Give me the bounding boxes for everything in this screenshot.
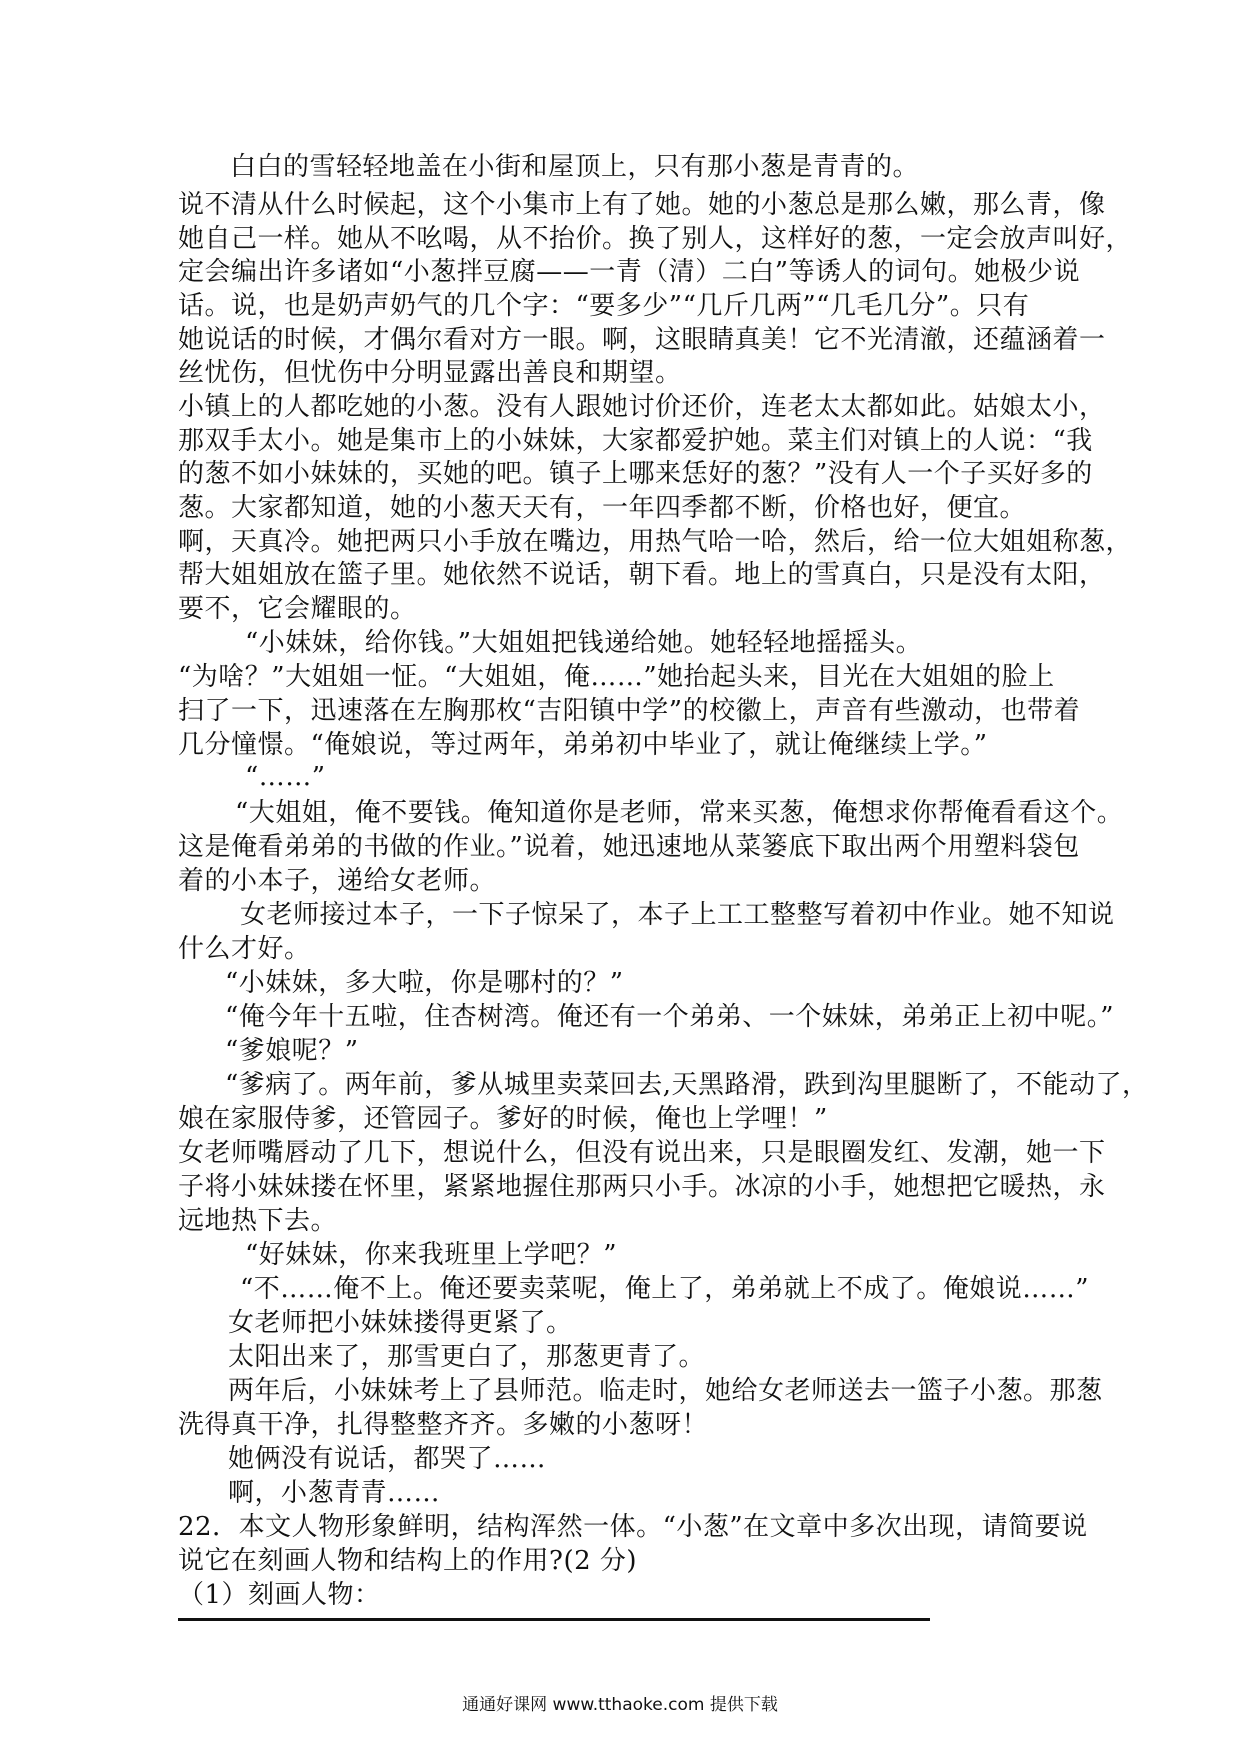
text-line: “大姐姐，俺不要钱。俺知道你是老师，常来买葱，俺想求你帮俺看看这个。	[235, 798, 1124, 828]
text-line: 丝忧伤，但忧伤中分明显露出善良和期望。	[178, 358, 682, 388]
text-line: 着的小本子，递给女老师。	[178, 866, 497, 896]
text-line: 啊，天真冷。她把两只小手放在嘴边，用热气哈一哈，然后，给一位大姐姐称葱，	[178, 527, 1133, 557]
text-line: 葱。大家都知道，她的小葱天天有，一年四季都不断，价格也好，便宜。	[178, 493, 1027, 523]
question-text: 说它在刻画人物和结构上的作用?(2 分)	[178, 1546, 638, 1576]
text-line: 洗得真干净，扎得整整齐齐。多嫩的小葱呀！	[178, 1410, 709, 1440]
text-line: 子将小妹妹搂在怀里，紧紧地握住那两只小手。冰凉的小手，她想把它暖热，永	[178, 1172, 1106, 1202]
text-line: 什么才好。	[178, 934, 311, 964]
text-line: “小妹妹，多大啦，你是哪村的？”	[225, 968, 624, 998]
question-subpart: （1）刻画人物：	[178, 1580, 381, 1610]
text-line: 两年后，小妹妹考上了县师范。临走时，她给女老师送去一篮子小葱。那葱	[228, 1376, 1103, 1406]
text-line: 要不，它会耀眼的。	[178, 594, 417, 624]
text-line: 的葱不如小妹妹的，买她的吧。镇子上哪来恁好的葱？”没有人一个子买好多的	[178, 459, 1093, 489]
text-line: 女老师接过本子，一下子惊呆了，本子上工工整整写着初中作业。她不知说	[240, 900, 1115, 930]
text-line: 啊，小葱青青……	[228, 1478, 441, 1508]
text-line: “爹病了。两年前，爹从城里卖菜回去,天黑路滑，跌到沟里腿断了，不能动了，	[225, 1070, 1149, 1100]
footer-text: 通通好课网 www.tthaoke.com 提供下载	[462, 1695, 778, 1715]
text-line: 她说话的时候，才偶尔看对方一眼。啊，这眼睛真美！它不光清澈，还蕴涵着一	[178, 325, 1106, 355]
text-line: 远地热下去。	[178, 1206, 338, 1236]
text-line: 她自己一样。她从不吆喝，从不抬价。换了别人，这样好的葱，一定会放声叫好，	[178, 224, 1133, 254]
text-line: 太阳出来了，那雪更白了，那葱更青了。	[228, 1342, 706, 1372]
text-line: 说不清从什么时候起，这个小集市上有了她。她的小葱总是那么嫩，那么青，像	[178, 190, 1106, 220]
text-line: “为啥？”大姐姐一怔。“大姐姐，俺……”她抬起头来，目光在大姐姐的脸上	[178, 662, 1055, 692]
text-line: 几分憧憬。“俺娘说，等过两年，弟弟初中毕业了，就让俺继续上学。”	[178, 730, 988, 760]
text-line: 白白的雪轻轻地盖在小街和屋顶上，只有那小葱是青青的。	[230, 152, 920, 182]
text-line: “俺今年十五啦，住杏树湾。俺还有一个弟弟、一个妹妹，弟弟正上初中呢。”	[225, 1002, 1115, 1032]
text-line: 那双手太小。她是集市上的小妹妹，大家都爱护她。菜主们对镇上的人说：“我	[178, 426, 1093, 456]
answer-blank-line[interactable]	[178, 1618, 930, 1621]
text-line: 扫了一下，迅速落在左胸那枚“吉阳镇中学”的校徽上，声音有些激动，也带着	[178, 696, 1081, 726]
text-line: 这是俺看弟弟的书做的作业。”说着，她迅速地从菜篓底下取出两个用塑料袋包	[178, 832, 1080, 862]
text-line: 娘在家服侍爹，还管园子。爹好的时候，俺也上学哩！”	[178, 1104, 828, 1134]
text-line: 话。说，也是奶声奶气的几个字：“要多少”“几斤几两”“几毛几分”。只有	[178, 291, 1030, 321]
text-line: 女老师把小妹妹搂得更紧了。	[228, 1308, 573, 1338]
text-line: “好妹妹，你来我班里上学吧？”	[245, 1240, 618, 1270]
text-line: 她俩没有说话，都哭了……	[228, 1444, 547, 1474]
text-line: “……”	[245, 762, 326, 792]
text-line: 定会编出许多诸如“小葱拌豆腐——一青（清）二白”等诱人的词句。她极少说	[178, 257, 1081, 287]
text-line: “爹娘呢？”	[225, 1036, 359, 1066]
question-text: 22．本文人物形象鲜明，结构浑然一体。“小葱”在文章中多次出现，请简要说	[178, 1512, 1088, 1542]
text-line: 小镇上的人都吃她的小葱。没有人跟她讨价还价，连老太太都如此。姑娘太小，	[178, 392, 1106, 422]
text-line: “小妹妹，给你钱。”大姐姐把钱递给她。她轻轻地摇摇头。	[245, 628, 923, 658]
text-line: 帮大姐姐放在篮子里。她依然不说话，朝下看。地上的雪真白，只是没有太阳，	[178, 560, 1106, 590]
text-line: “不……俺不上。俺还要卖菜呢，俺上了，弟弟就上不成了。俺娘说……”	[240, 1274, 1090, 1304]
text-line: 女老师嘴唇动了几下，想说什么，但没有说出来，只是眼圈发红、发潮，她一下	[178, 1138, 1106, 1168]
